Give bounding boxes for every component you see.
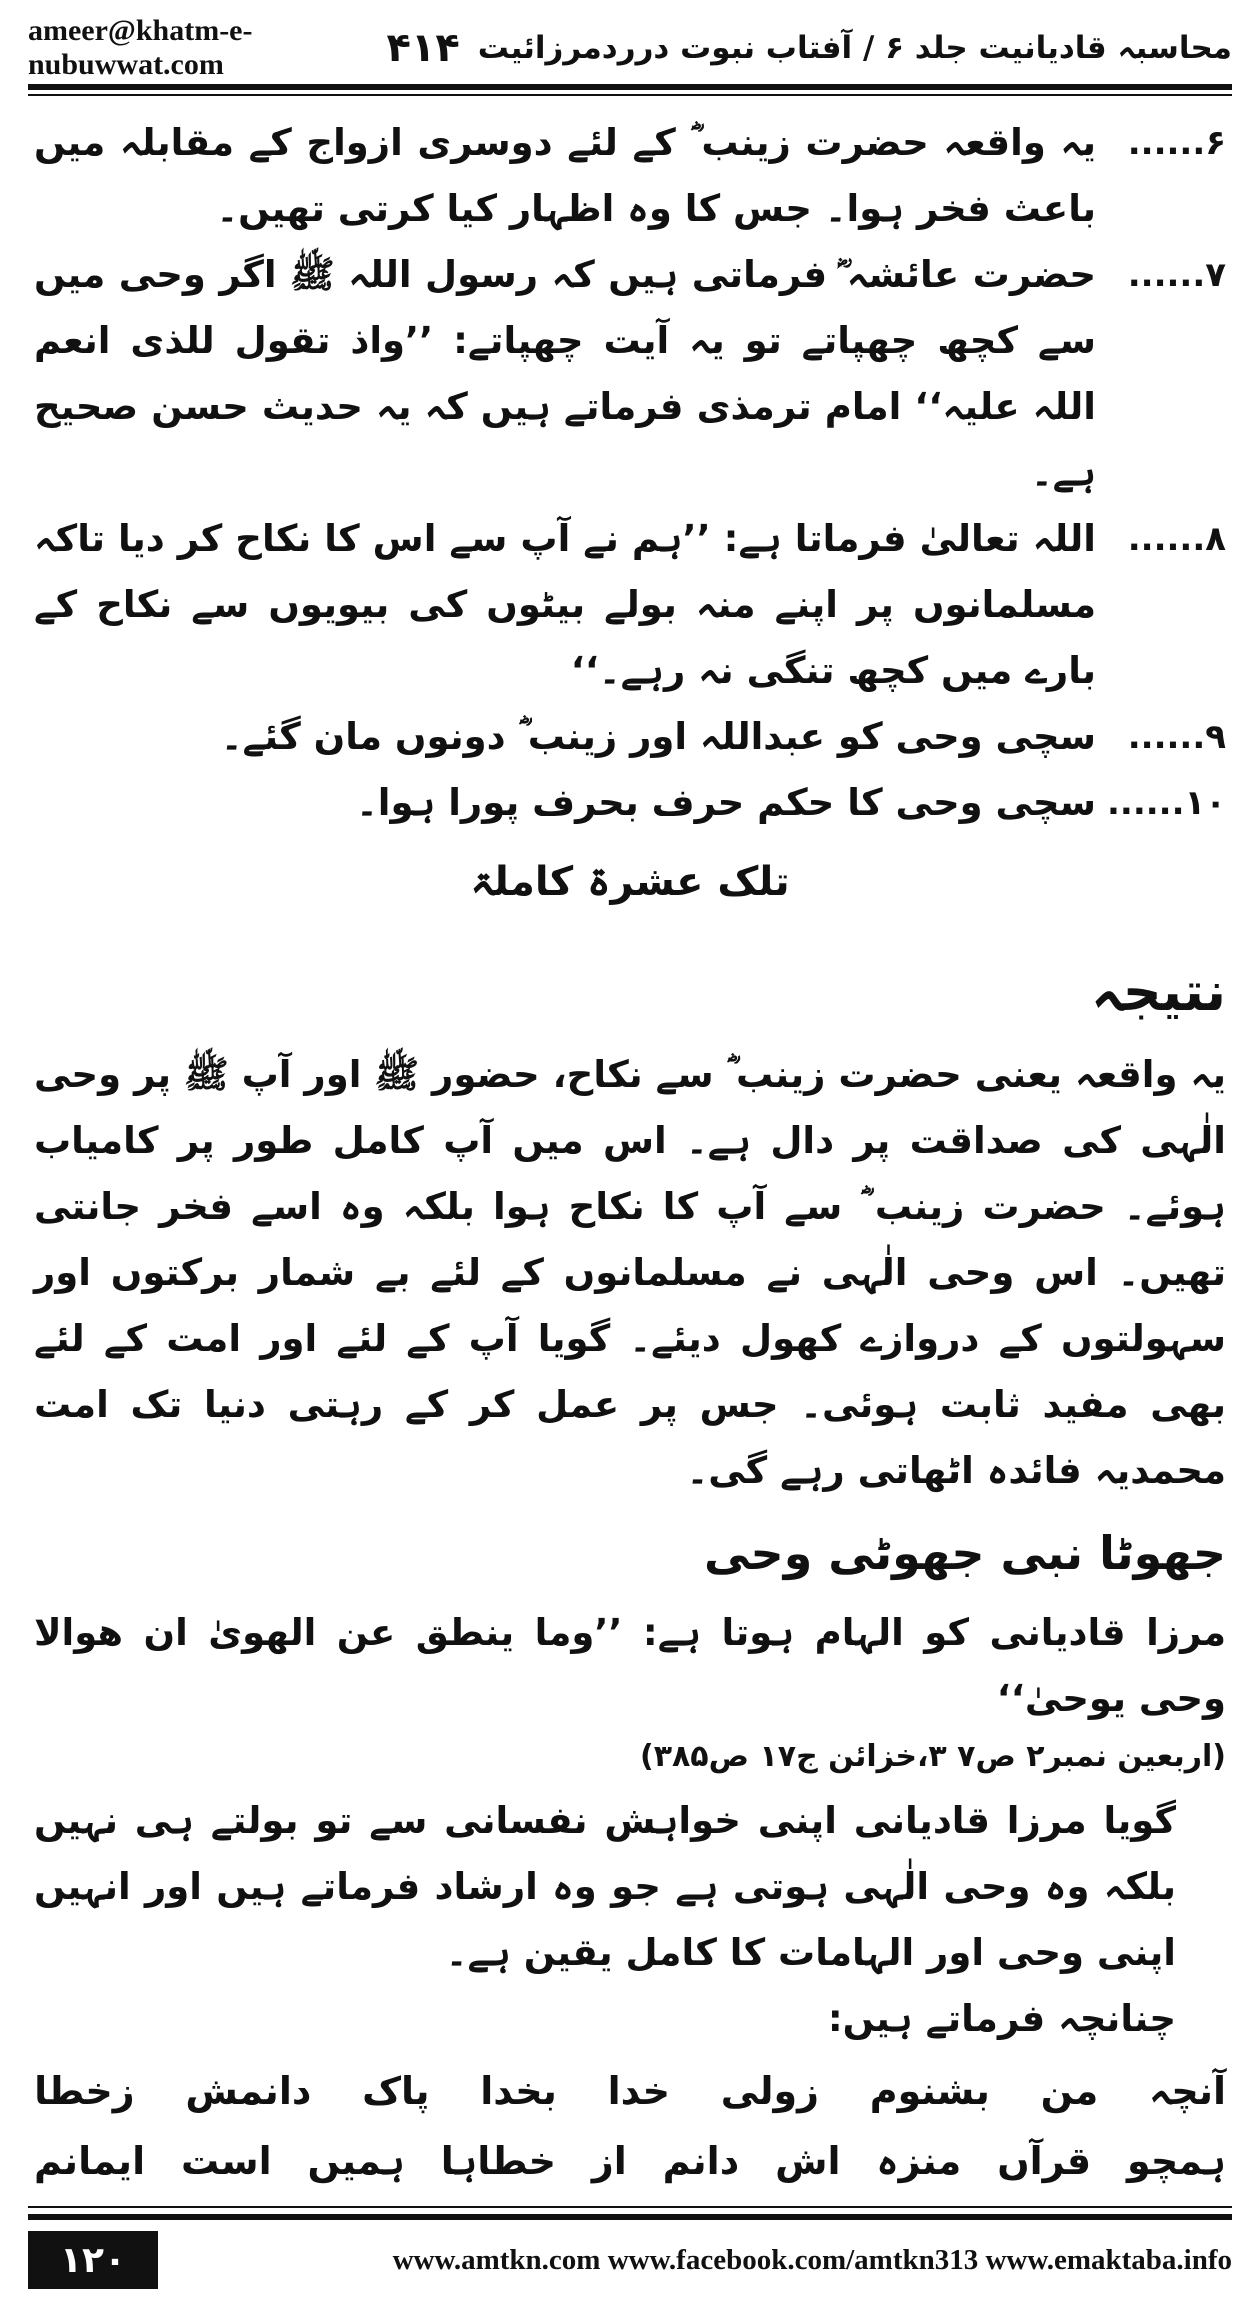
poem-word: بخدا	[480, 2069, 557, 2113]
poem-word: خطاہا	[440, 2139, 556, 2183]
poem-word: ہمیں	[307, 2139, 405, 2183]
header-title-group	[387, 25, 1233, 71]
item-text: سچی وحی کو عبداللہ اور زینب ؓ دونوں مان گئے۔	[220, 715, 1096, 758]
main-content	[34, 110, 1226, 2196]
poem-word: زولی	[720, 2069, 819, 2113]
section-heading: جھوٹا نبی جھوٹی وحی	[704, 1526, 1226, 1580]
list-item	[34, 506, 1226, 704]
item-text: حضرت عائشہ ؓ فرماتی ہیں کہ رسول اللہ ﷺ اگر وحی میں سے کچھ چھپاتے تو یہ آیت چھپاتے: ’’واذ تقول للذی انعم اللہ علیہ‘‘ امام ترمذی فرماتے ہیں کہ یہ حدیث حسن صحیح ہے۔	[34, 253, 1096, 494]
conclusion-heading: نتیجہ	[1091, 960, 1226, 1023]
reference-citation: (اربعین نمبر۲ ص۷ ۳،خزائن ج۱۷ ص۳۸۵)	[639, 1739, 1226, 1774]
page-header	[28, 14, 1232, 81]
footer-page-number: ۱۲۰	[28, 2231, 158, 2289]
poem-word: دانم	[662, 2139, 740, 2183]
section-paragraph: گویا مرزا قادیانی اپنی خواہش نفسانی سے تو بولتے ہی نہیں بلکہ وہ وحی الٰہی ہوتی ہے جو وہ ارشاد فرماتے ہیں اور انہیں اپنی وحی اور الہامات کا کامل یقین ہے۔	[34, 1799, 1176, 1974]
poem-intro: چنانچہ فرماتے ہیں:	[827, 1997, 1176, 2040]
poem-word: از	[591, 2139, 627, 2183]
header-email[interactable]: ameer@khatm-e-nubuwwat.com	[28, 14, 253, 81]
poem-word: ہمچو	[1127, 2139, 1226, 2183]
item-number: ۶......	[1127, 123, 1226, 163]
list-item	[34, 242, 1226, 506]
page-footer	[28, 2228, 1232, 2292]
closing-phrase: تلک عشرۃ کاملۃ	[470, 859, 790, 905]
poem-line	[34, 2056, 1226, 2126]
conclusion-paragraph: یہ واقعہ یعنی حضرت زینب ؓ سے نکاح، حضور ﷺ اور آپ ﷺ پر وحی الٰہی کی صداقت پر دال ہے۔ اس میں آپ کامل طور پر کامیاب ہوئے۔ حضرت زینب ؓ سے آپ کا نکاح ہوا بلکہ وہ اسے فخر جانتی تھیں۔ اس وحی الٰہی نے مسلمانوں کے لئے بے شمار برکتوں اور سہولتوں کے دروازے کھول دیئے۔ گویا آپ کے لئے اور امت کے لئے بھی مفید ثابت ہوئی۔ جس پر عمل کر کے رہتی دنیا تک امت محمدیہ فائدہ اٹھاتی رہے گی۔	[34, 1053, 1226, 1492]
item-text: اللہ تعالیٰ فرماتا ہے: ’’ہم نے آپ سے اس کا نکاح کر دیا تاکہ مسلمانوں پر اپنے منہ بولے بیٹوں کی بیویوں سے نکاح کے بارے میں کچھ تنگی نہ رہے۔‘‘	[34, 517, 1096, 692]
poem-word: منزہ	[876, 2139, 962, 2183]
item-number: ۸......	[1127, 519, 1226, 559]
item-text: یہ واقعہ حضرت زینب ؓ کے لئے دوسری ازواج کے مقابلہ میں باعث فخر ہوا۔ جس کا وہ اظہار کیا کرتی تھیں۔	[34, 121, 1096, 230]
poem-word: بشنوم	[869, 2069, 990, 2113]
poem-word: است	[180, 2139, 272, 2183]
poem-line	[34, 2126, 1226, 2196]
poem-word: پاک	[362, 2069, 430, 2113]
poem-word: اش	[775, 2139, 841, 2183]
header-page-number: ۴۱۴	[386, 25, 460, 71]
footer-rule-thin	[28, 2206, 1232, 2208]
footer-links[interactable]: www.amtkn.com www.facebook.com/amtkn313 www.emaktaba.info	[392, 2243, 1232, 2276]
poem-word: قرآں	[997, 2139, 1092, 2183]
item-number: ۹......	[1127, 717, 1226, 757]
header-rule-thin	[28, 94, 1232, 96]
list-item	[34, 770, 1226, 836]
poem-word: آنچہ	[1149, 2069, 1226, 2113]
poem-word: زخطا	[34, 2069, 135, 2113]
header-rule-thick	[28, 84, 1232, 90]
list-item	[34, 110, 1226, 242]
persian-poem	[34, 2056, 1226, 2196]
poem-word: خدا	[607, 2069, 671, 2113]
item-number: ۷......	[1127, 255, 1226, 295]
header-title: محاسبہ قادیانیت جلد ۶ / آفتاب نبوت درردمرزائیت	[477, 30, 1232, 66]
ilham-quote: مرزا قادیانی کو الہام ہوتا ہے: ’’وما ینطق عن الھویٰ ان ھوالا وحی یوحیٰ‘‘	[34, 1611, 1226, 1720]
list-item	[34, 704, 1226, 770]
poem-word: من	[1040, 2069, 1099, 2113]
item-number: ۱۰......	[1106, 783, 1226, 823]
poem-word: ایمانم	[34, 2139, 146, 2183]
footer-rule-thick	[28, 2214, 1232, 2220]
poem-word: دانمش	[185, 2069, 312, 2113]
item-text: سچی وحی کا حکم حرف بحرف پورا ہوا۔	[356, 781, 1096, 824]
